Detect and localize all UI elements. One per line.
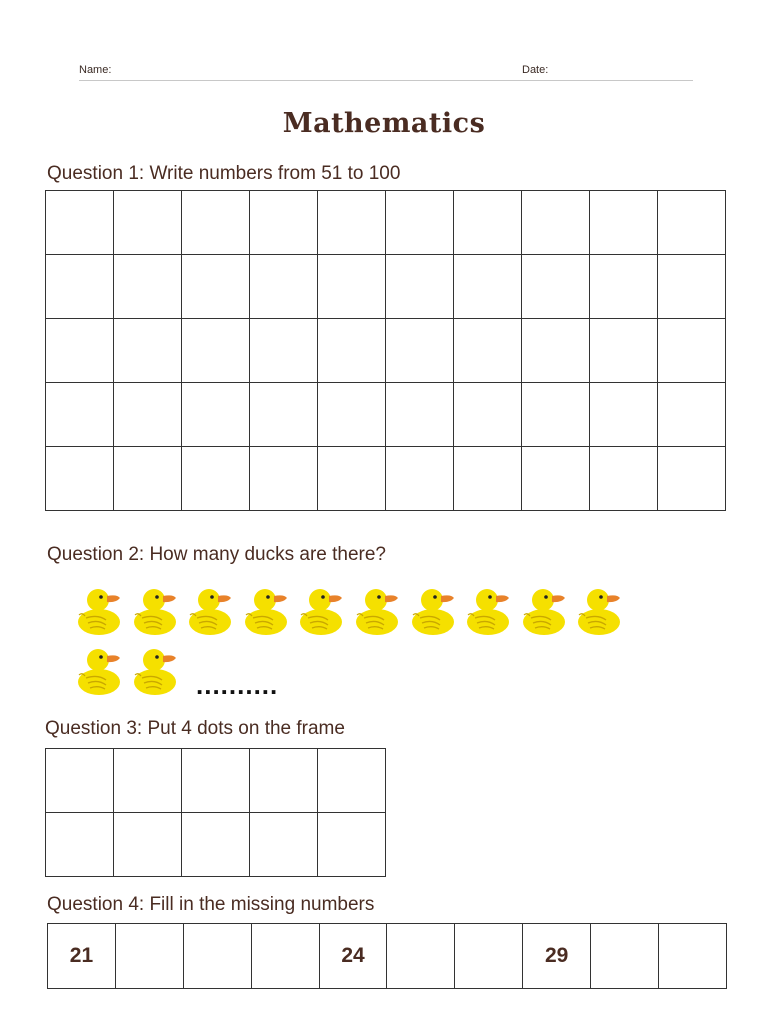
hundreds-grid-row: [46, 447, 726, 511]
hundreds-grid-cell[interactable]: [182, 383, 250, 447]
hundreds-grid-cell[interactable]: [522, 255, 590, 319]
hundreds-grid-cell[interactable]: [386, 319, 454, 383]
hundreds-grid-cell[interactable]: [250, 255, 318, 319]
ten-frame-cell[interactable]: [46, 749, 114, 813]
ten-frame-cell[interactable]: [318, 813, 386, 877]
missing-number-cell[interactable]: [591, 924, 659, 989]
missing-number-cell[interactable]: [455, 924, 523, 989]
name-label: Name:: [79, 64, 112, 76]
hundreds-grid-cell[interactable]: [522, 191, 590, 255]
ten-frame: [45, 748, 386, 877]
hundreds-grid-cell[interactable]: [318, 383, 386, 447]
hundreds-grid-cell[interactable]: [114, 447, 182, 511]
number-sequence-row: [48, 924, 727, 989]
ten-frame-row: [46, 749, 386, 813]
duck-icon: [132, 642, 180, 696]
ten-frame-cell[interactable]: [114, 813, 182, 877]
hundreds-grid-cell[interactable]: [590, 255, 658, 319]
ten-frame-cell[interactable]: [250, 749, 318, 813]
hundreds-grid-row: [46, 383, 726, 447]
hundreds-grid-cell[interactable]: [658, 319, 726, 383]
given-number-cell: 21: [48, 924, 116, 989]
ten-frame-row: [46, 813, 386, 877]
hundreds-grid-cell[interactable]: [114, 319, 182, 383]
ten-frame-cell[interactable]: [46, 813, 114, 877]
page-title: Mathematics: [282, 108, 486, 139]
duck-icon: [298, 582, 346, 636]
hundreds-grid: [45, 190, 726, 511]
hundreds-grid-cell[interactable]: [46, 447, 114, 511]
missing-number-cell[interactable]: [251, 924, 319, 989]
hundreds-grid-cell[interactable]: [454, 319, 522, 383]
hundreds-grid-cell[interactable]: [658, 255, 726, 319]
ten-frame-cell[interactable]: [182, 749, 250, 813]
hundreds-grid-row: [46, 191, 726, 255]
missing-number-cell[interactable]: [387, 924, 455, 989]
hundreds-grid-cell[interactable]: [386, 447, 454, 511]
hundreds-grid-row: [46, 319, 726, 383]
given-number-cell: 24: [319, 924, 387, 989]
hundreds-grid-cell[interactable]: [386, 383, 454, 447]
hundreds-grid-cell[interactable]: [658, 383, 726, 447]
given-number-cell: 29: [523, 924, 591, 989]
duck-icon: [354, 582, 402, 636]
answer-blank[interactable]: ..........: [196, 670, 279, 700]
duck-icon: [410, 582, 458, 636]
hundreds-grid-cell[interactable]: [114, 191, 182, 255]
hundreds-grid-cell[interactable]: [318, 255, 386, 319]
hundreds-grid-cell[interactable]: [250, 447, 318, 511]
ten-frame-cell[interactable]: [250, 813, 318, 877]
hundreds-grid-cell[interactable]: [318, 319, 386, 383]
hundreds-grid-cell[interactable]: [46, 319, 114, 383]
hundreds-grid-cell[interactable]: [318, 191, 386, 255]
hundreds-grid-cell[interactable]: [454, 447, 522, 511]
ten-frame-cell[interactable]: [318, 749, 386, 813]
hundreds-grid-cell[interactable]: [386, 191, 454, 255]
question-4-text: Question 4: Fill in the missing numbers: [47, 894, 375, 915]
duck-icon: [132, 582, 180, 636]
hundreds-grid-cell[interactable]: [182, 191, 250, 255]
question-2-text: Question 2: How many ducks are there?: [47, 544, 387, 565]
hundreds-grid-cell[interactable]: [590, 319, 658, 383]
hundreds-grid-cell[interactable]: [250, 191, 318, 255]
missing-number-cell[interactable]: [115, 924, 183, 989]
duck-icon: [521, 582, 569, 636]
hundreds-grid-cell[interactable]: [658, 447, 726, 511]
hundreds-grid-cell[interactable]: [318, 447, 386, 511]
number-sequence: [47, 923, 727, 989]
hundreds-grid-cell[interactable]: [590, 383, 658, 447]
hundreds-grid-cell[interactable]: [454, 383, 522, 447]
hundreds-grid-row: [46, 255, 726, 319]
hundreds-grid-cell[interactable]: [114, 383, 182, 447]
hundreds-grid-cell[interactable]: [46, 191, 114, 255]
hundreds-grid-cell[interactable]: [250, 383, 318, 447]
hundreds-grid-cell[interactable]: [46, 383, 114, 447]
duck-icon: [76, 642, 124, 696]
date-label: Date:: [522, 64, 549, 76]
hundreds-grid-cell[interactable]: [590, 191, 658, 255]
hundreds-grid-cell[interactable]: [386, 255, 454, 319]
ten-frame-cell[interactable]: [182, 813, 250, 877]
duck-icon: [187, 582, 235, 636]
hundreds-grid-cell[interactable]: [46, 255, 114, 319]
hundreds-grid-cell[interactable]: [522, 447, 590, 511]
hundreds-grid-cell[interactable]: [250, 319, 318, 383]
question-3-text: Question 3: Put 4 dots on the frame: [45, 718, 345, 739]
header-rule: [79, 80, 693, 81]
hundreds-grid-cell[interactable]: [522, 383, 590, 447]
duck-icon: [243, 582, 291, 636]
hundreds-grid-cell[interactable]: [590, 447, 658, 511]
hundreds-grid-cell[interactable]: [114, 255, 182, 319]
duck-icon: [465, 582, 513, 636]
question-1-text: Question 1: Write numbers from 51 to 100: [47, 163, 401, 184]
hundreds-grid-cell[interactable]: [454, 255, 522, 319]
hundreds-grid-cell[interactable]: [182, 319, 250, 383]
duck-icon: [76, 582, 124, 636]
hundreds-grid-cell[interactable]: [522, 319, 590, 383]
missing-number-cell[interactable]: [183, 924, 251, 989]
hundreds-grid-cell[interactable]: [182, 447, 250, 511]
ten-frame-cell[interactable]: [114, 749, 182, 813]
hundreds-grid-cell[interactable]: [454, 191, 522, 255]
missing-number-cell[interactable]: [659, 924, 727, 989]
hundreds-grid-cell[interactable]: [658, 191, 726, 255]
hundreds-grid-cell[interactable]: [182, 255, 250, 319]
duck-icon: [576, 582, 624, 636]
